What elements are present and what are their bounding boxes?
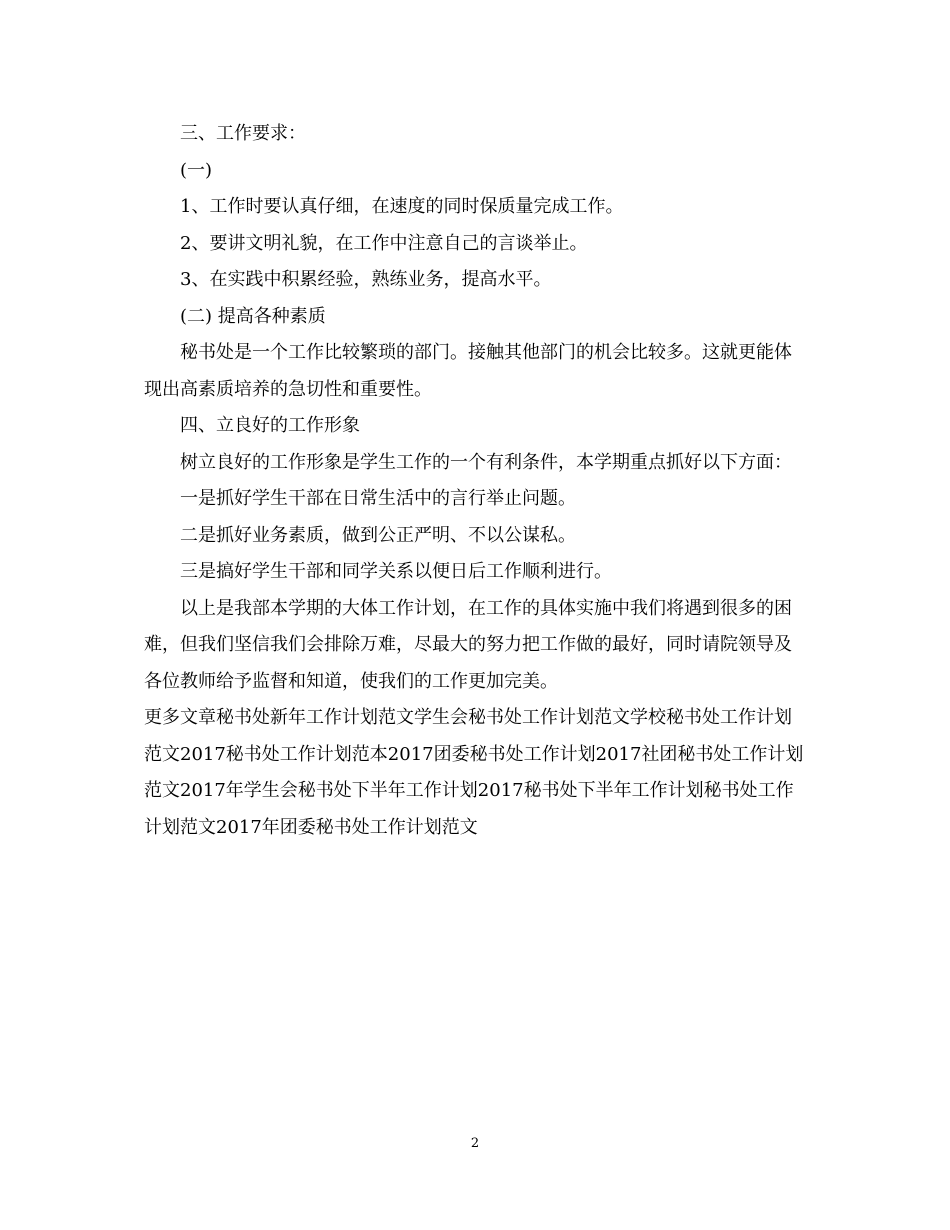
page-number: 2: [470, 1136, 480, 1151]
list-item-second: 二是抓好业务素质，做到公正严明、不以公谋私。: [180, 524, 576, 546]
paragraph-work-image: 树立良好的工作形象是学生工作的一个有利条件，本学期重点抓好以下方面：: [180, 451, 792, 473]
list-item-third: 三是搞好学生干部和同学关系以便日后工作顺利进行。: [180, 561, 612, 582]
list-item-first: 一是抓好学生干部在日常生活中的言行举止问题。: [180, 488, 576, 509]
document-body: [144, 116, 808, 846]
section-heading-work-image: 四、立良好的工作形象: [180, 415, 360, 436]
subsection-one-label: (一): [180, 159, 213, 181]
paragraph-secretariat: 秘书处是一个工作比较繁琐的部门。接触其他部门的机会比较多。这就更能体现出高素质培养的急切性和重要性。: [144, 342, 792, 400]
related-articles: 更多文章秘书处新年工作计划范文学生会秘书处工作计划范文学校秘书处工作计划范文2017秘书处工作计划范本2017团委秘书处工作计划2017社团秘书处工作计划范文2017年学生会秘书处下半年工作计划2017秘书处下半年工作计划秘书处工作计划范文2017年团委秘书处工作计划范文: [144, 707, 804, 838]
section-heading-work-requirements: 三、工作要求：: [180, 123, 306, 144]
requirement-item-1: 1、工作时要认真仔细，在速度的同时保质量完成工作。: [180, 196, 624, 217]
requirement-item-3: 3、在实践中积累经验，熟练业务，提高水平。: [180, 269, 552, 290]
paragraph-conclusion: 以上是我部本学期的大体工作计划，在工作的具体实施中我们将遇到很多的困难，但我们坚信我们会排除万难，尽最大的努力把工作做的最好，同时请院领导及各位教师给予监督和知道，使我们的工作更加完美。: [144, 597, 792, 692]
subsection-two-heading: (二) 提高各种素质: [180, 305, 326, 327]
requirement-item-2: 2、要讲文明礼貌，在工作中注意自己的言谈举止。: [180, 232, 588, 254]
